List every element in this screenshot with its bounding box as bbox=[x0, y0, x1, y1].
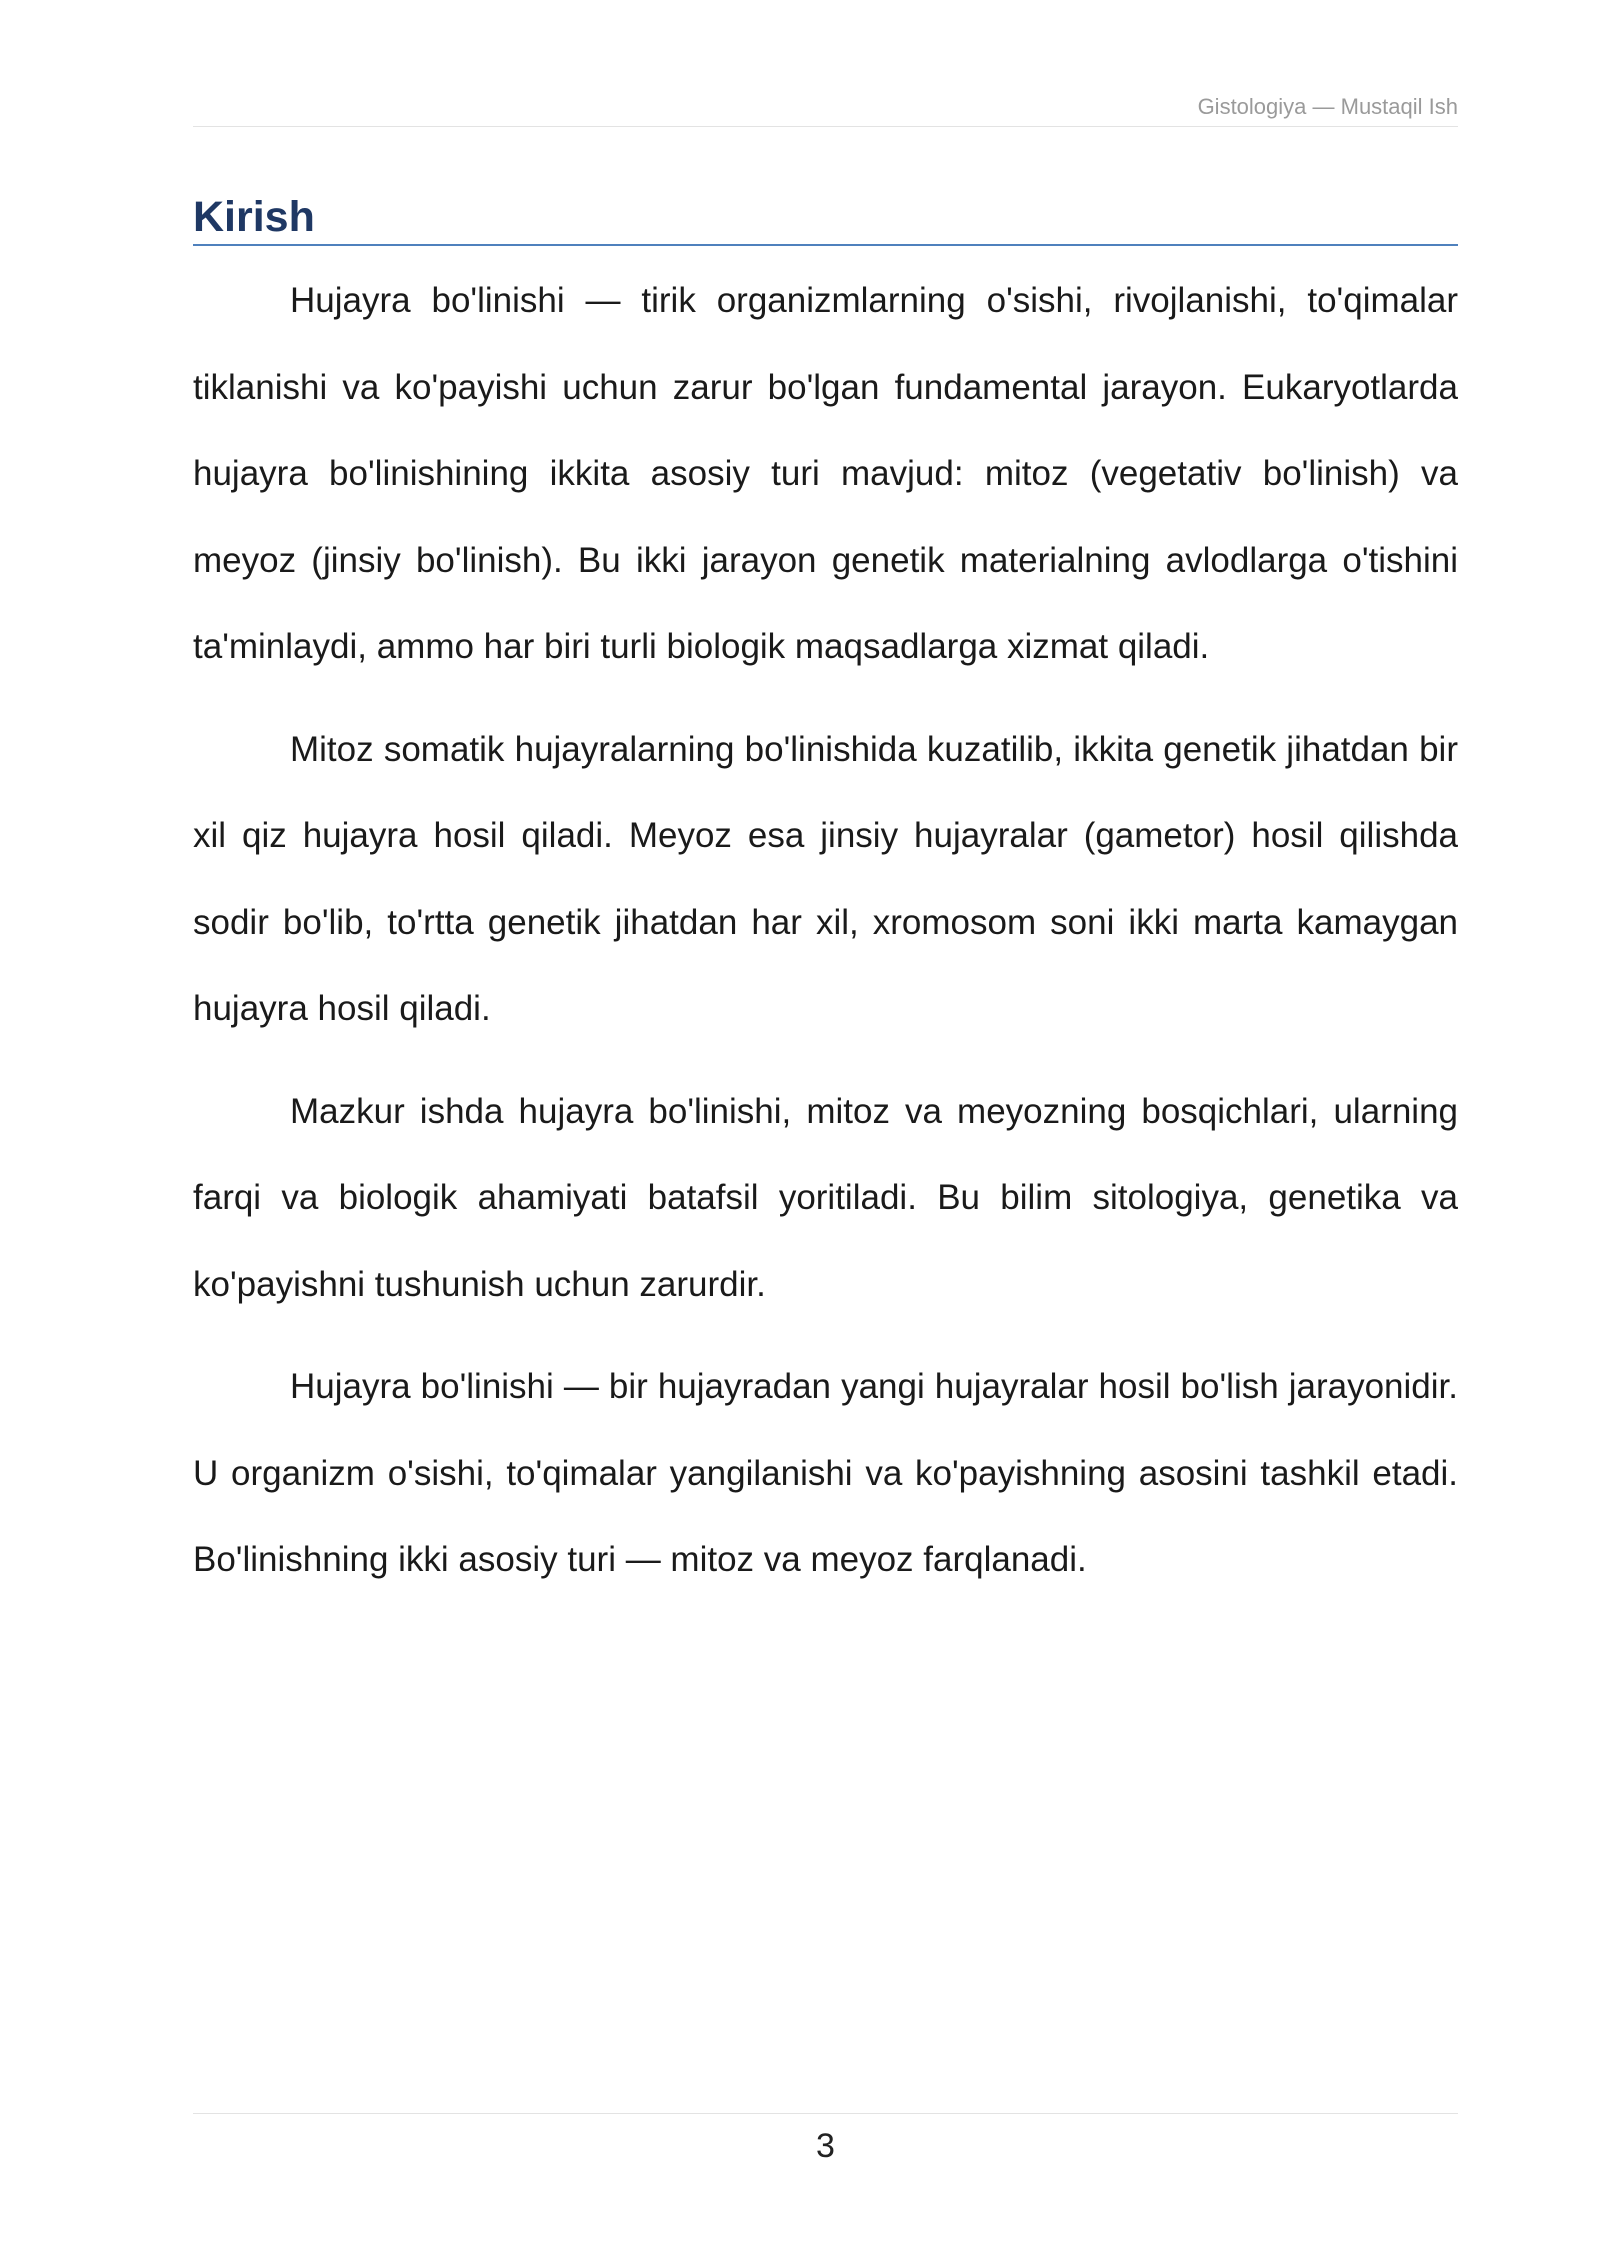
paragraph-3: Mazkur ishda hujayra bo'linishi, mitoz va meyozning bosqichlari, ularning farqi va biologik ahamiyati batafsil yoritiladi. Bu bilim sitologiya, genetika va ko'payishni tushunish uchun zarurdir. bbox=[193, 1091, 1458, 1304]
running-footer bbox=[193, 2113, 1458, 2166]
running-header-title: Gistologiya — Mustaqil Ish bbox=[1197, 94, 1458, 119]
running-header bbox=[193, 94, 1458, 127]
paragraph-4: Hujayra bo'linishi — bir hujayradan yangi hujayralar hosil bo'lish jarayonidir. U organizm o'sishi, to'qimalar yangilanishi va ko'payishning asosini tashkil etadi. Bo'linishning ikki asosiy turi — mitoz va meyoz farqlanadi. bbox=[193, 1367, 1458, 1579]
page-number: 3 bbox=[816, 2127, 835, 2165]
section-title: Kirish bbox=[193, 190, 1458, 246]
paragraph-2: Mitoz somatik hujayralarning bo'linishida kuzatilib, ikkita genetik jihatdan bir xil qiz hujayra hosil qiladi. Meyoz esa jinsiy hujayralar (gametor) hosil qilishda sodir bo'lib, to'rtta genetik jihatdan har xil, xromosom soni ikki marta kamaygan hujayra hosil qiladi. bbox=[193, 729, 1458, 1028]
body-text bbox=[193, 258, 1458, 1620]
paragraph-1: Hujayra bo'linishi — tirik organizmlarning o'sishi, rivojlanishi, to'qimalar tiklanishi va ko'payishi uchun zarur bo'lgan fundamental jarayon. Eukaryotlarda hujayra bo'linishining ikkita asosiy turi mavjud: mitoz (vegetativ bo'linish) va meyoz (jinsiy bo'linish). Bu ikki jarayon genetik materialning avlodlarga o'tishini ta'minlaydi, ammo har biri turli biologik maqsadlarga xizmat qiladi. bbox=[193, 281, 1458, 666]
